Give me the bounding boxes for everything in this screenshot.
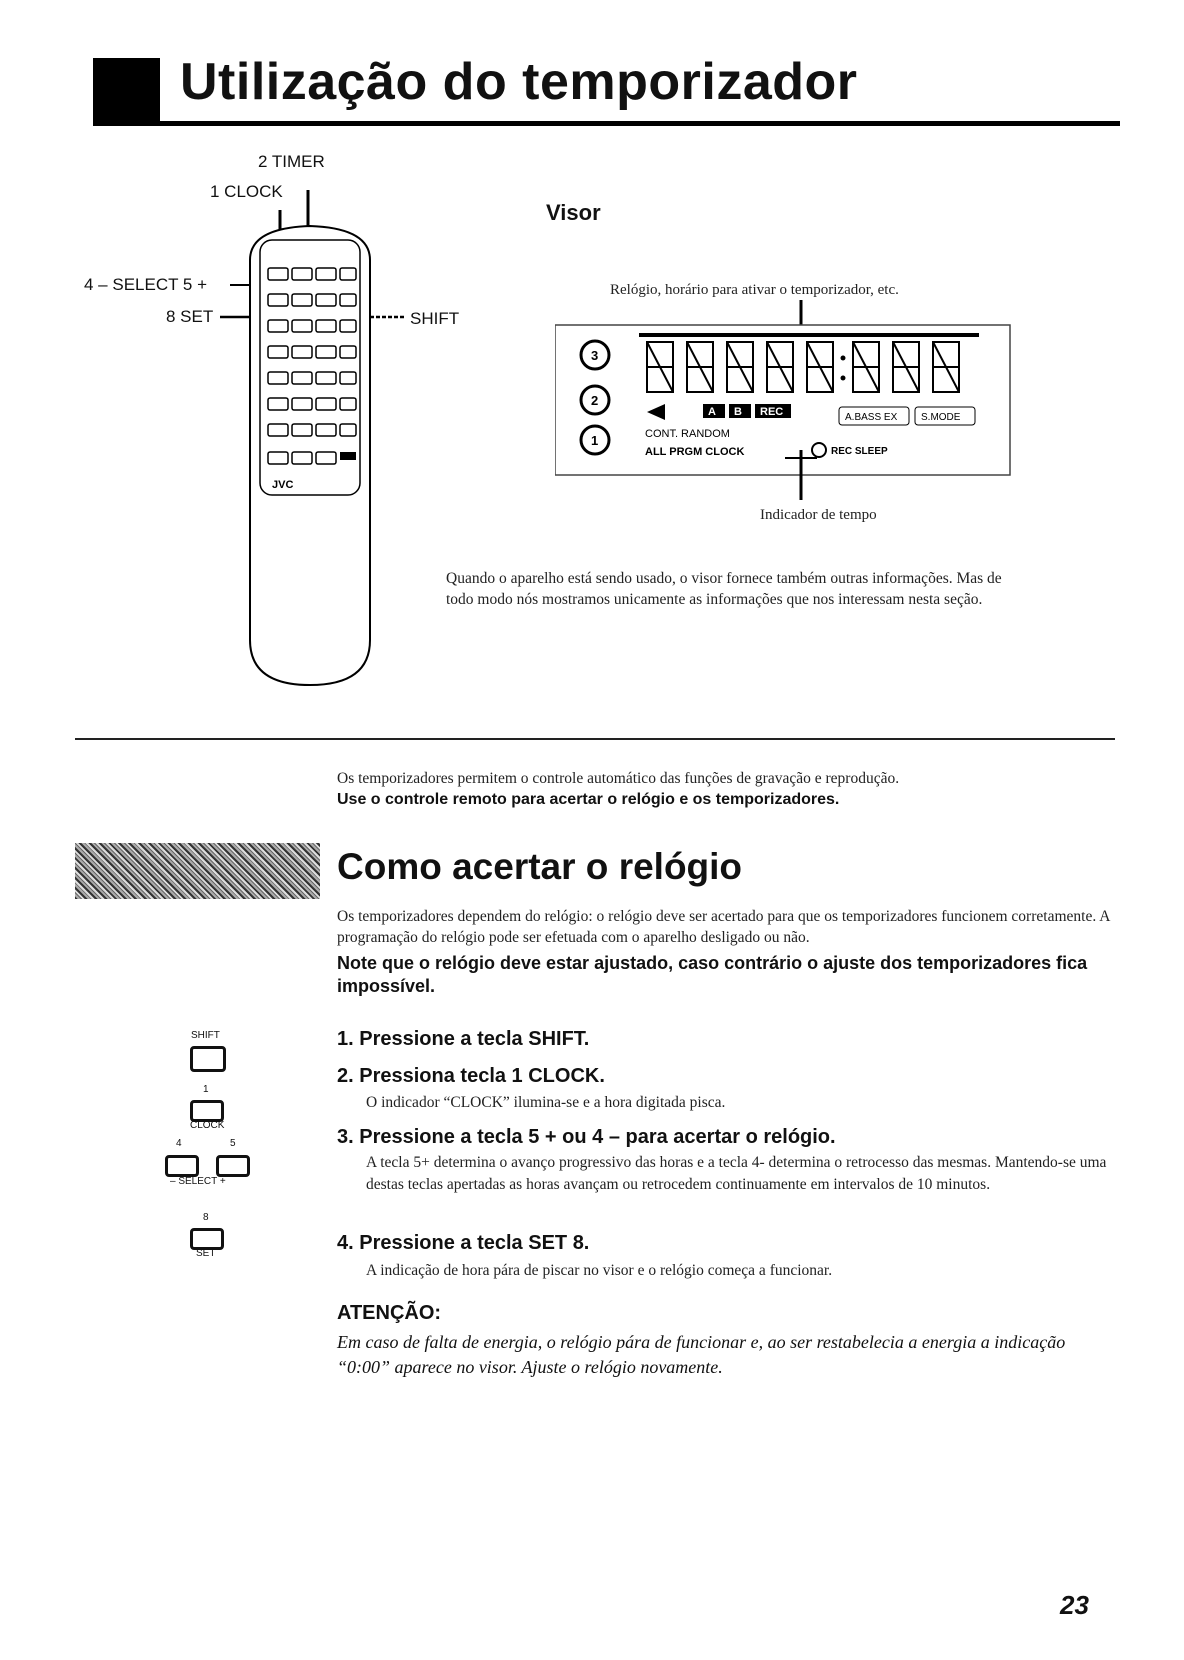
visor-caption-top: Relógio, horário para ativar o temporizador, etc. <box>610 282 899 298</box>
display-bass: A.BASS EX <box>845 412 898 423</box>
remote-brand: JVC <box>272 479 294 491</box>
step-4-title: Pressione a tecla SET 8. <box>359 1232 590 1254</box>
badge-rec: REC <box>760 406 784 418</box>
disc-label-1: 1 <box>591 433 599 448</box>
label-set: 8 SET <box>166 307 214 326</box>
display-row1: CONT. RANDOM <box>645 428 730 440</box>
key-set-label: SET <box>196 1248 216 1259</box>
step-2-title: Pressiona tecla 1 CLOCK. <box>359 1065 605 1087</box>
label-select: 4 – SELECT 5 + <box>84 275 208 294</box>
shift-key-icon <box>190 1046 226 1072</box>
badge-b: B <box>734 406 742 418</box>
step-3-title: Pressione a tecla 5 + ou 4 – para acertar o relógio. <box>359 1126 836 1148</box>
warning-heading: ATENÇÃO: <box>337 1302 442 1324</box>
label-clock: 1 CLOCK <box>210 182 283 201</box>
step-1-title: Pressione a tecla SHIFT. <box>359 1028 590 1050</box>
disc-indicators <box>581 341 609 454</box>
section-title: Como acertar o relógio <box>337 846 743 887</box>
label-timer: 2 TIMER <box>258 152 325 171</box>
intro-line2: Use o controle remoto para acertar o relógio e os temporizadores. <box>337 791 840 808</box>
step-4-text: A indicação de hora pára de piscar no visor e o relógio começa a funcionar. <box>366 1262 833 1279</box>
label-shift: SHIFT <box>410 309 460 328</box>
step-2 <box>337 1065 605 1088</box>
step-1 <box>337 1028 589 1051</box>
step-3-num: 3. <box>337 1126 354 1148</box>
visor-paragraph: Quando o aparelho está sendo usado, o visor fornece também outras informações. Mas de todo modo nós mostramos unicamente as informações que nos interessam nesta seção. <box>446 570 1002 608</box>
step-3 <box>337 1126 836 1149</box>
key-shift-label: SHIFT <box>191 1030 220 1041</box>
step-1-num: 1. <box>337 1028 354 1050</box>
display-row2: ALL PRGM CLOCK <box>645 446 745 458</box>
step-4 <box>337 1232 589 1255</box>
key-clock-num: 1 <box>203 1084 209 1095</box>
intro-line1: Os temporizadores permitem o controle automático das funções de gravação e reprodução. <box>337 770 900 787</box>
visor-caption-bottom: Indicador de tempo <box>760 507 877 523</box>
step-4-num: 4. <box>337 1232 354 1254</box>
set-key-icon <box>190 1228 224 1250</box>
page-title: Utilização do temporizador <box>180 53 858 111</box>
select-plus-key-icon <box>216 1155 250 1177</box>
display-rec: REC SLEEP <box>831 446 888 457</box>
section-note: Note que o relógio deve estar ajustado, caso contrário o ajuste dos temporizadores fica impossível. <box>337 953 1088 996</box>
key-num4: 4 <box>176 1138 182 1149</box>
key-num5: 5 <box>230 1138 236 1149</box>
display-smode: S.MODE <box>921 412 961 423</box>
disc-label-3: 3 <box>591 348 599 363</box>
key-clock-label: CLOCK <box>190 1120 225 1131</box>
select-minus-key-icon <box>165 1155 199 1177</box>
step-2-text: O indicador “CLOCK” ilumina-se e a hora digitada pisca. <box>366 1094 726 1111</box>
page-number: 23 <box>1060 1590 1089 1620</box>
badge-a: A <box>708 406 716 418</box>
visor-display-illustration <box>555 300 1015 510</box>
clock-key-icon <box>190 1100 224 1122</box>
step-2-num: 2. <box>337 1065 354 1087</box>
key-select-label: – SELECT + <box>170 1176 226 1187</box>
visor-heading: Visor <box>546 200 601 225</box>
section-band-decoration <box>75 843 320 899</box>
key-num8: 8 <box>203 1212 209 1223</box>
remote-control-illustration <box>220 190 420 690</box>
title-block-marker <box>93 58 160 122</box>
section-divider <box>75 738 1115 740</box>
section-paragraph: Os temporizadores dependem do relógio: o relógio deve ser acertado para que os temporizadores funcionem corretamente. A programação do relógio pode ser efetuada com o aparelho desligado ou não. <box>337 908 1110 946</box>
disc-label-2: 2 <box>591 393 599 408</box>
warning-text: Em caso de falta de energia, o relógio pára de funcionar e, ao ser restabelecia a energia a indicação “0:00” aparece no visor. Ajuste o relógio novamente. <box>337 1332 1066 1377</box>
step-3-text: A tecla 5+ determina o avanço progressivo das horas e a tecla 4- determina o retrocesso das mesmas. Mantendo-se uma destas teclas apertadas as horas avançam ou retrocedem continuamente em intervalos de 10 minutos. <box>366 1154 1107 1193</box>
title-rule <box>93 121 1120 126</box>
